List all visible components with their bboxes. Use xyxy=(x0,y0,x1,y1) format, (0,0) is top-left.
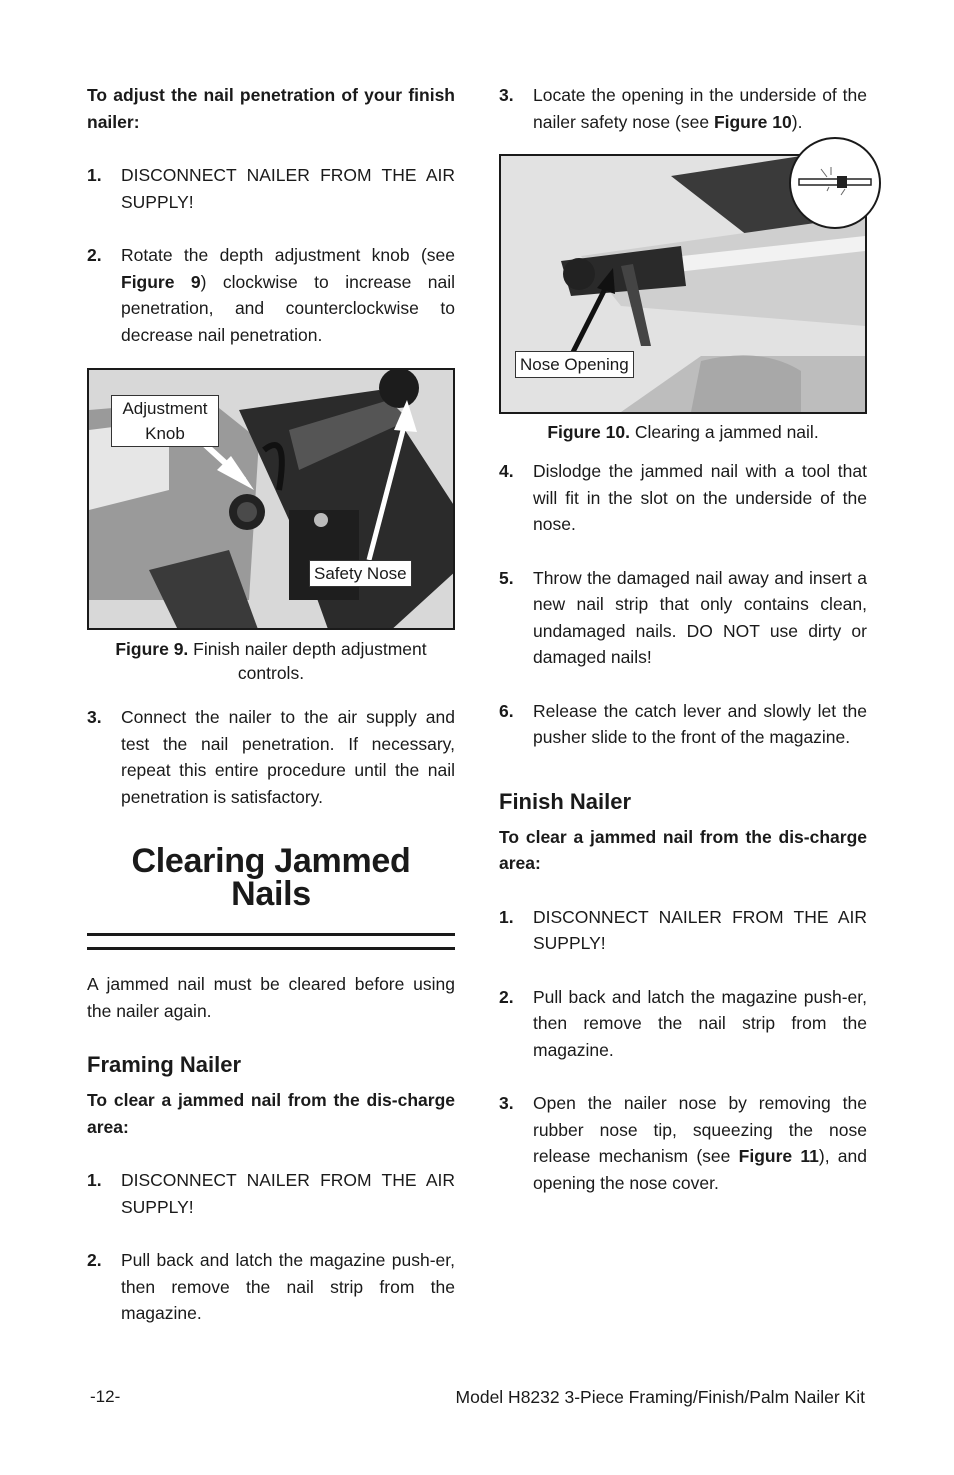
step-number: 1. xyxy=(499,906,514,927)
step-number: 4. xyxy=(499,461,514,481)
figure-10-reference: Figure 10 xyxy=(713,111,792,132)
step-text: DISCONNECT NAILER FROM THE AIR SUPPLY! xyxy=(533,906,867,953)
step-text: Throw the damaged nail away and insert a new nail strip that only contains clean, undamaged nails. DO NOT use dirty or damaged nails! xyxy=(533,567,867,667)
safety-nose-callout: Safety Nose xyxy=(309,560,412,587)
right-column xyxy=(499,80,867,1196)
step-text: DISCONNECT NAILER FROM THE AIR SUPPLY! xyxy=(121,165,455,212)
section-rule-bottom xyxy=(87,947,455,950)
step-number: 2. xyxy=(499,986,514,1007)
framing-nailer-heading: Framing Nailer xyxy=(87,1052,242,1077)
figure-9-label: Figure 9. xyxy=(115,639,189,659)
figure-9-caption xyxy=(87,637,455,685)
finish-step-1 xyxy=(499,904,867,957)
step-text: Pull back and latch the magazine push-er, then remove the nail strip from the magazine. xyxy=(533,986,867,1060)
footer-model: Model H8232 3-Piece Framing/Finish/Palm Nailer Kit xyxy=(455,1387,865,1407)
step-3-locate-opening xyxy=(499,82,867,135)
step-text: Connect the nailer to the air supply and test the nail penetration. If necessary, repeat this entire procedure until the nail penetration is satisfactory. xyxy=(121,707,455,807)
step-number: 3. xyxy=(499,1093,514,1113)
finish-nailer-heading: Finish Nailer xyxy=(499,788,632,814)
step-2-rotate-knob xyxy=(87,242,455,348)
step-number: 6. xyxy=(499,700,514,721)
step-4-dislodge xyxy=(499,458,867,538)
penetration-intro-heading: To adjust the nail penetration of your finish nailer: xyxy=(87,85,455,132)
figure-10-caption xyxy=(499,420,867,444)
framing-lead: To clear a jammed nail from the dis-charge area: xyxy=(87,1090,455,1137)
step-text: Dislodge the jammed nail with a tool that will fit in the slot on the underside of the nose. xyxy=(533,461,867,534)
adjustment-knob-callout: Adjustment Knob xyxy=(111,395,219,447)
section-rule-top xyxy=(87,933,455,936)
figure-10-caption-text: Clearing a jammed nail. xyxy=(629,422,819,442)
step-6-release-lever xyxy=(499,698,867,751)
step-number: 2. xyxy=(87,1250,102,1270)
step-number: 5. xyxy=(499,567,514,588)
figure-9-image xyxy=(87,368,455,630)
figure-11-reference: Figure 11 xyxy=(738,1146,819,1166)
page-number: -12- xyxy=(90,1387,121,1406)
figure-10-label: Figure 10. xyxy=(547,422,630,442)
step-number: 2. xyxy=(87,245,102,265)
figure-9-reference: Figure 9 xyxy=(121,271,201,292)
step-number: 1. xyxy=(87,165,102,185)
step-text: Locate the opening in the underside of the nailer safety nose (see xyxy=(533,85,867,132)
step-text: Open the nailer nose by removing the rubber nose tip, squeezing the nose release mechanism (see xyxy=(533,1093,867,1166)
finish-lead: To clear a jammed nail from the dis-charge area: xyxy=(499,826,867,873)
finish-step-2 xyxy=(499,984,867,1064)
step-3-test-penetration xyxy=(87,704,455,810)
figure-9-caption-text: Finish nailer depth adjustment controls. xyxy=(188,639,427,683)
framing-step-2 xyxy=(87,1247,455,1327)
finish-step-3 xyxy=(499,1090,867,1196)
step-text-cont: ) clockwise to increase nail penetration, and counterclockwise to decrease nail penetration. xyxy=(121,271,456,345)
step-number: 1. xyxy=(87,1170,102,1190)
section-intro: A jammed nail must be cleared before using the nailer again. xyxy=(87,974,455,1021)
section-title: Clearing Jammed Nails xyxy=(131,842,411,913)
step-number: 3. xyxy=(87,707,102,727)
step-text: Release the catch lever and slowly let the pusher slide to the front of the magazine. xyxy=(533,700,867,747)
step-text: Pull back and latch the magazine push-er, then remove the nail strip from the magazine. xyxy=(121,1250,455,1323)
step-5-replace-strip xyxy=(499,565,867,671)
step-text-cont: ), and opening the nose cover. xyxy=(533,1146,868,1193)
figure-10-image xyxy=(499,154,867,414)
step-text: Rotate the depth adjustment knob (see xyxy=(121,245,455,265)
nail-detail-drawing xyxy=(791,139,879,227)
step-text: DISCONNECT NAILER FROM THE AIR SUPPLY! xyxy=(121,1170,455,1217)
framing-step-1 xyxy=(87,1167,455,1220)
step-number: 3. xyxy=(499,85,514,105)
left-column xyxy=(87,80,455,1327)
nose-opening-callout: Nose Opening xyxy=(515,351,634,378)
nail-detail-inset xyxy=(789,137,881,229)
step-1-disconnect xyxy=(87,162,455,215)
step-text-cont: ). xyxy=(791,111,803,132)
